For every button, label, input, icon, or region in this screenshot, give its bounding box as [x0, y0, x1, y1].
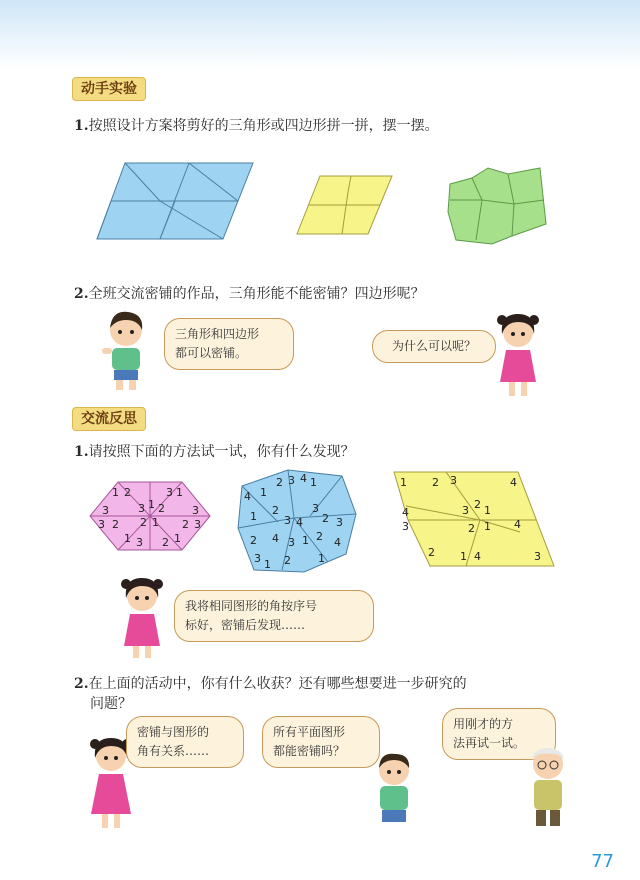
svg-text:1: 1	[250, 510, 257, 523]
svg-text:2: 2	[316, 530, 323, 543]
svg-text:2: 2	[428, 546, 435, 559]
boy-character	[370, 750, 418, 824]
svg-text:2: 2	[250, 534, 257, 547]
bubble-line: 密铺与图形的	[137, 725, 210, 739]
bubble-line: 都能密铺吗？	[273, 744, 346, 758]
svg-text:1: 1	[176, 486, 183, 499]
svg-text:4: 4	[296, 516, 303, 529]
question-1-experiment	[74, 116, 439, 136]
bubble-line: 角有关系……	[137, 744, 210, 758]
svg-text:3: 3	[284, 514, 291, 527]
svg-text:2: 2	[272, 504, 279, 517]
boy-character	[98, 308, 154, 392]
svg-text:2: 2	[322, 512, 329, 525]
svg-text:3: 3	[194, 518, 201, 531]
grandpa-character	[522, 744, 572, 828]
svg-text:4: 4	[510, 476, 517, 489]
svg-text:1: 1	[400, 476, 407, 489]
svg-text:3: 3	[136, 536, 143, 549]
speech-bubble-boy-question	[262, 716, 380, 768]
svg-text:2: 2	[112, 518, 119, 531]
question-1-reflection	[74, 442, 355, 462]
svg-text:3: 3	[166, 486, 173, 499]
bubble-line: 标好，密铺后发现……	[185, 618, 306, 632]
svg-text:2: 2	[284, 554, 291, 567]
svg-text:1: 1	[124, 532, 131, 545]
question-number: 1.	[74, 444, 89, 460]
svg-text:3: 3	[534, 550, 541, 563]
speech-bubble-girl	[372, 330, 496, 363]
svg-text:3: 3	[288, 536, 295, 549]
svg-text:4: 4	[300, 472, 307, 485]
svg-text:2: 2	[182, 518, 189, 531]
svg-text:2: 2	[140, 516, 147, 529]
svg-text:2: 2	[158, 502, 165, 515]
svg-text:3: 3	[138, 502, 145, 515]
svg-text:1: 1	[112, 486, 119, 499]
svg-text:3: 3	[102, 504, 109, 517]
bubble-line: 用刚才的方	[453, 717, 514, 731]
bubble-line: 三角形和四边形	[175, 327, 260, 341]
blue-triangle-tessellation	[95, 160, 255, 242]
svg-text:4: 4	[474, 550, 481, 563]
speech-bubble-boy	[164, 318, 294, 370]
pink-triangle-angle-tessellation	[88, 480, 212, 552]
question-text-continued: 问题？	[90, 696, 132, 712]
green-quadrilateral-tessellation	[446, 164, 550, 246]
speech-bubble-girl-harvest	[126, 716, 244, 768]
svg-text:3: 3	[402, 520, 409, 533]
speech-bubble-girl-discovery	[174, 590, 374, 642]
page-number: 77	[591, 851, 614, 872]
svg-text:1: 1	[460, 550, 467, 563]
svg-text:4: 4	[402, 506, 409, 519]
question-number: 1.	[74, 118, 89, 134]
question-text: 请按照下面的方法试一试，你有什么发现？	[88, 444, 355, 460]
svg-text:1: 1	[318, 552, 325, 565]
svg-text:3: 3	[450, 474, 457, 487]
question-number: 2.	[74, 286, 89, 302]
svg-text:4: 4	[334, 536, 341, 549]
svg-text:2: 2	[276, 476, 283, 489]
top-color-band	[0, 0, 640, 70]
svg-text:1: 1	[484, 520, 491, 533]
question-2-experiment	[74, 284, 425, 304]
svg-text:2: 2	[474, 498, 481, 511]
question-text: 全班交流密铺的作品，三角形能不能密铺？四边形呢？	[88, 286, 425, 302]
svg-text:3: 3	[288, 474, 295, 487]
svg-text:3: 3	[312, 502, 319, 515]
section-tag-experiment: 动手实验	[72, 77, 146, 101]
yellow-quadrilateral-tessellation	[296, 174, 394, 236]
svg-text:4: 4	[244, 490, 251, 503]
svg-text:1: 1	[310, 476, 317, 489]
question-text: 在上面的活动中，你有什么收获？还有哪些想要进一步研究的	[88, 676, 467, 692]
bubble-line: 法再试一试。	[453, 736, 526, 750]
svg-text:3: 3	[336, 516, 343, 529]
question-text: 按照设计方案将剪好的三角形或四边形拼一拼，摆一摆。	[88, 118, 439, 134]
svg-text:1: 1	[148, 498, 155, 511]
blue-quadrilateral-angle-tessellation	[232, 466, 360, 576]
svg-text:4: 4	[272, 532, 279, 545]
bubble-line: 都可以密铺。	[175, 346, 248, 360]
bubble-line: 所有平面图形	[273, 725, 346, 739]
girl-character	[494, 310, 542, 398]
svg-text:3: 3	[254, 552, 261, 565]
bubble-line: 我将相同图形的角按序号	[185, 599, 318, 613]
svg-text:2: 2	[468, 522, 475, 535]
svg-text:1: 1	[302, 534, 309, 547]
bubble-line: 为什么可以呢？	[391, 339, 476, 353]
svg-text:3: 3	[462, 504, 469, 517]
svg-text:2: 2	[432, 476, 439, 489]
svg-text:3: 3	[192, 504, 199, 517]
svg-text:2: 2	[162, 536, 169, 549]
svg-text:3: 3	[98, 518, 105, 531]
yellow-quadrilateral-angle-tessellation	[384, 470, 556, 568]
svg-text:1: 1	[484, 504, 491, 517]
svg-text:1: 1	[264, 558, 271, 571]
svg-text:1: 1	[174, 532, 181, 545]
section-tag-reflection: 交流反思	[72, 407, 146, 431]
svg-text:1: 1	[260, 486, 267, 499]
svg-text:1: 1	[152, 516, 159, 529]
svg-text:4: 4	[514, 518, 521, 531]
girl-character	[118, 574, 166, 660]
svg-text:2: 2	[124, 486, 131, 499]
question-number: 2.	[74, 676, 89, 692]
